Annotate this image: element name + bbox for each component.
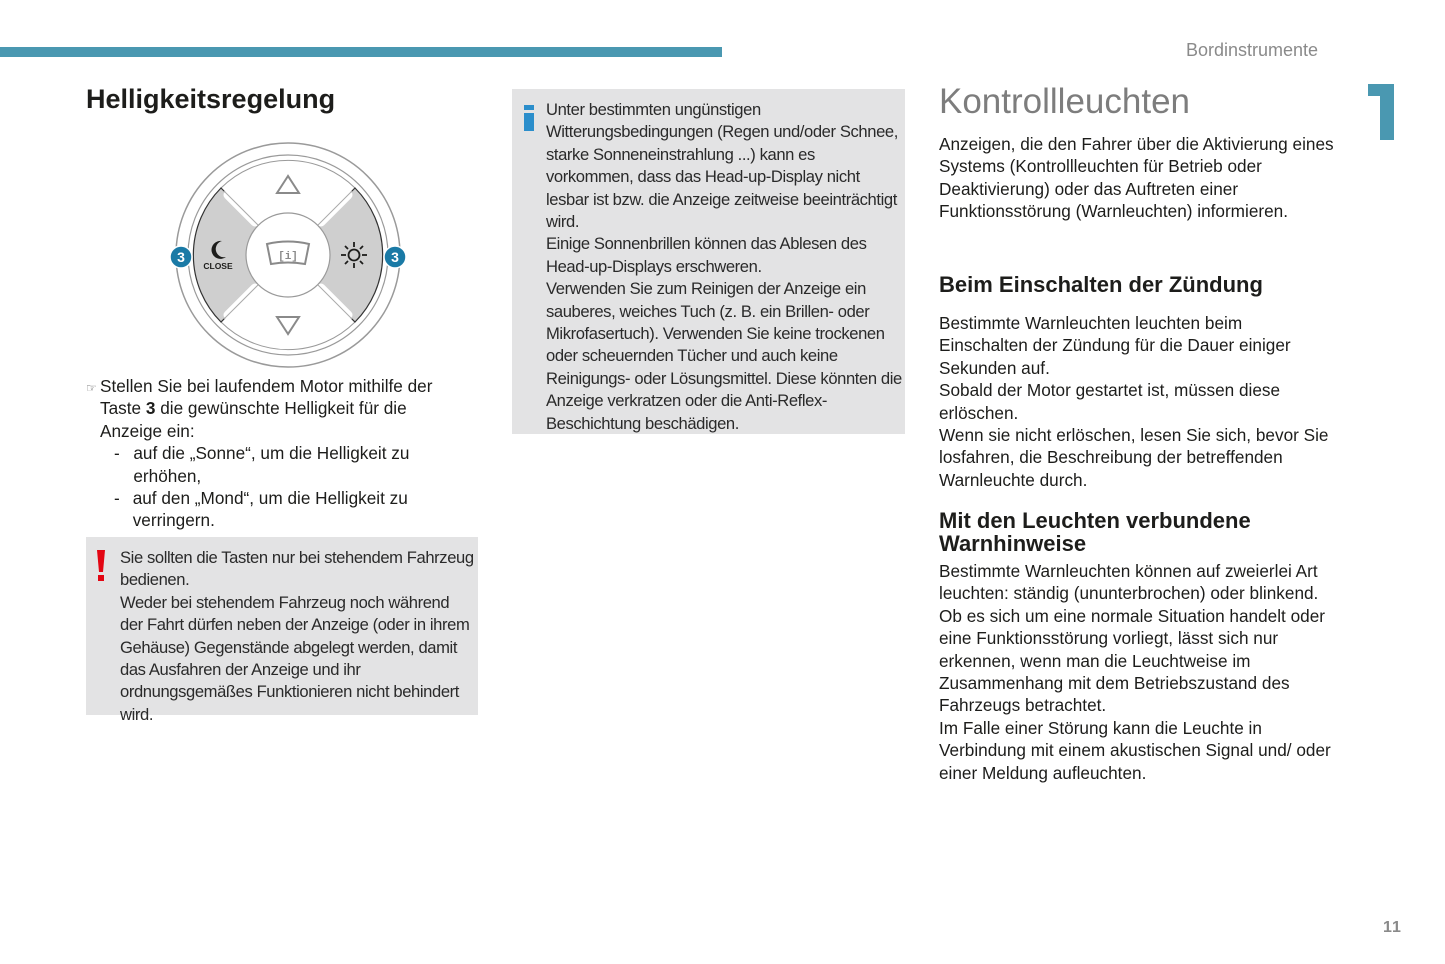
section1-body: Bestimmte Warnleuchten leuchten beim Einschalten der Zündung für die Dauer einiger Sekunden auf. Sobald der Motor gestartet ist, müssen diese erlöschen. Wenn sie nicht erlöschen, lesen Sie sich, bevor Sie losfahren, die Beschreibung der betreffenden Warnleuchte durch.	[939, 313, 1329, 490]
info-icon	[524, 105, 534, 131]
list-item: - auf den „Mond“, um die Helligkeit zu verringern.	[114, 488, 408, 531]
heading-kontrollleuchten: Kontrollleuchten	[939, 82, 1190, 121]
svg-text:[i]: [i]	[278, 251, 298, 263]
heading-warnhinweise: Mit den Leuchten verbundene Warnhinweise	[939, 508, 1251, 556]
svg-text:3: 3	[391, 249, 399, 265]
warning-box: Sie sollten die Tasten nur bei stehendem Fahrzeug bedienen. Weder bei stehendem Fahrzeug noch während der Fahrt dürfen neben der Anzeige (oder in ihrem Gehäuse) Gegenstände abgelegt werden, damit das Ausfahren der Anzeige und ihr ordnungsgemäßes Funktionieren nicht behindert wird.	[86, 537, 478, 715]
svg-text:CLOSE: CLOSE	[203, 261, 233, 271]
heading-helligkeitsregelung: Helligkeitsregelung	[86, 84, 336, 114]
info-box: Unter bestimmten ungünstigen Witterungsbedingungen (Regen und/oder Schnee, starke Sonneneinstrahlung ...) kann es vorkommen, dass das Head-up-Display nicht lesbar ist bzw. die Anzeige zeitweise beeinträchtigt wird. Einige Sonnenbrillen können das Ablesen des Head-up-Displays erschweren. Verwenden Sie zum Reinigen der Anzeige ein sauberes, weiches Tuch (z. B. ein Brillen- oder Mikrofasertuch). Verwenden Sie keine trockenen oder scheuernden Tücher und auch keine Reinigungs- oder Lösungsmittel. Diese könnten die Anzeige verkratzen oder die Anti-Reflex-Beschichtung beschädigen.	[512, 89, 905, 434]
heading-beim-einschalten: Beim Einschalten der Zündung	[939, 272, 1263, 297]
intro-paragraph: Anzeigen, die den Fahrer über die Aktivierung eines Systems (Kontrollleuchten für Betrieb oder Deaktivierung) oder das Auftreten einer Funktionsstörung (Warnleuchten) informieren.	[939, 134, 1334, 222]
svg-text:3: 3	[177, 249, 185, 265]
section-title: Bordinstrumente	[1186, 40, 1319, 60]
header-accent-bar	[0, 47, 722, 57]
chapter-number-1	[1368, 84, 1394, 140]
brightness-instructions	[86, 375, 471, 532]
page-number: 11	[1383, 919, 1402, 936]
section2-body: Bestimmte Warnleuchten können auf zweierlei Art leuchten: ständig (ununterbrochen) oder blinkend. Ob es sich um eine normale Situation handelt oder eine Funktionsstörung vorliegt, lässt sich nur erkennen, wenn man die Leuchtweise im Zusammenhang mit dem Betriebszustand des Fahrzeugs betrachtet. Im Falle einer Störung kann die Leuchte in Verbindung mit einem akustischen Signal und/ oder einer Meldung aufleuchten.	[939, 561, 1331, 783]
exclamation-icon	[97, 550, 105, 582]
brightness-control-diagram	[166, 138, 411, 373]
list-item: - auf die „Sonne“, um die Helligkeit zu erhöhen,	[114, 443, 410, 486]
pointing-hand-icon: ☞	[86, 381, 97, 395]
instruction-bullet: ☞ Stellen Sie bei laufendem Motor mithilfe der Taste 3 die gewünschte Helligkeit für die Anzeige ein:	[86, 376, 433, 441]
